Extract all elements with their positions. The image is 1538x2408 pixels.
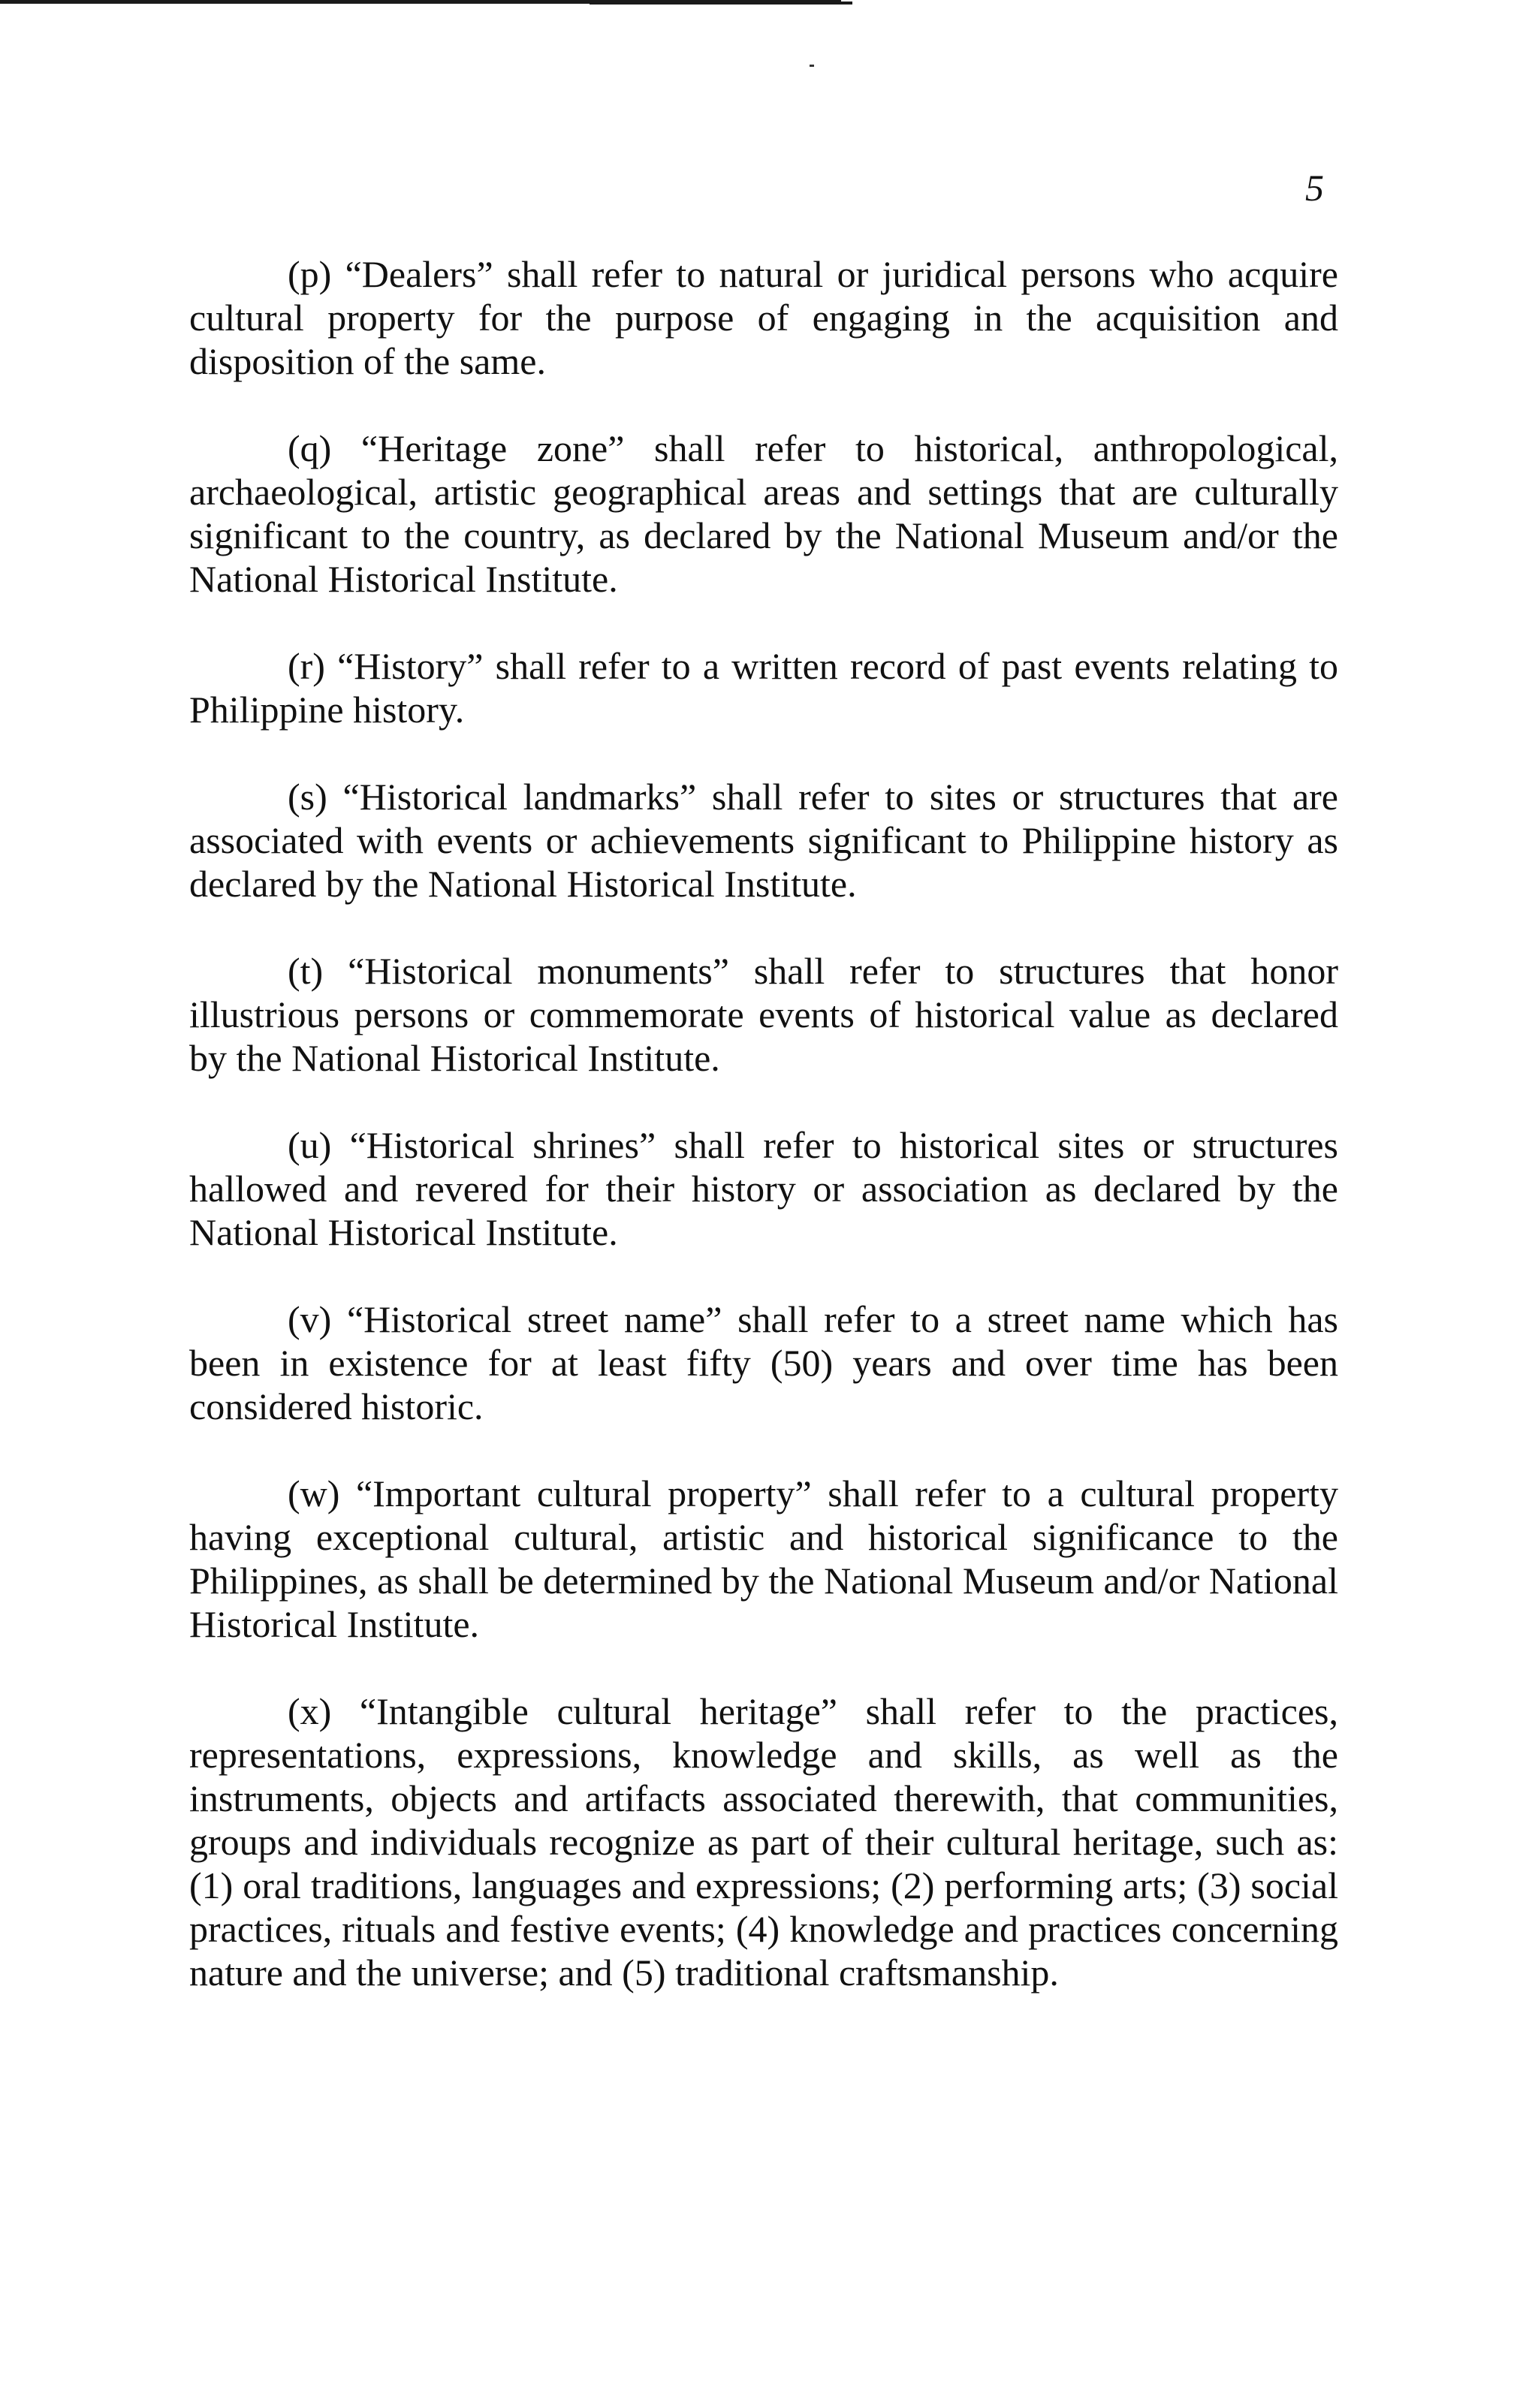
definition-historical-landmarks: (s) “Historical landmarks” shall refer to sites or structures that are associated with events or achievements significant to Philippine history as declared by the National Historical Institute. — [189, 776, 1338, 905]
top-edge-rule-secondary — [590, 2, 852, 5]
definition-important-cultural-property: (w) “Important cultural property” shall refer to a cultural property having exceptional cultural, artistic and historical significance to the Philippines, as shall be determined by the National Museum and/or National Historical Institute. — [189, 1472, 1338, 1645]
definition-history: (r) “History” shall refer to a written record of past events relating to Philippine history. — [189, 645, 1338, 731]
definition-intangible-cultural-heritage: (x) “Intangible cultural heritage” shall refer to the practices, representations, expressions, knowledge and skills, as well as the instruments, objects and artifacts associated therewith, that communities, groups and individuals recognize as part of their cultural heritage, such as: (1) oral traditions, languages and expressions; (2) performing arts; (3) social practices, rituals and festive events; (4) knowledge and practices concerning nature and the universe; and (5) traditional craftsmanship. — [189, 1690, 1338, 1994]
definitions-body — [189, 252, 1338, 2038]
page-number: 5 — [1305, 167, 1324, 209]
definition-dealers: (p) “Dealers” shall refer to natural or juridical persons who acquire cultural property for the purpose of engaging in the acquisition and disposition of the same. — [189, 253, 1338, 382]
definition-heritage-zone: (q) “Heritage zone” shall refer to historical, anthropological, archaeological, artistic geographical areas and settings that are culturally significant to the country, as declared by the National Museum and/or the National Historical Institute. — [189, 427, 1338, 600]
definition-historical-monuments: (t) “Historical monuments” shall refer to structures that honor illustrious persons or commemorate events of historical value as declared by the National Historical Institute. — [189, 950, 1338, 1079]
definition-historical-street-name: (v) “Historical street name” shall refer to a street name which has been in existence for at least fifty (50) years and over time has been considered historic. — [189, 1298, 1338, 1427]
scan-speck — [810, 65, 814, 67]
definition-historical-shrines: (u) “Historical shrines” shall refer to historical sites or structures hallowed and revered for their history or association as declared by the National Historical Institute. — [189, 1124, 1338, 1253]
